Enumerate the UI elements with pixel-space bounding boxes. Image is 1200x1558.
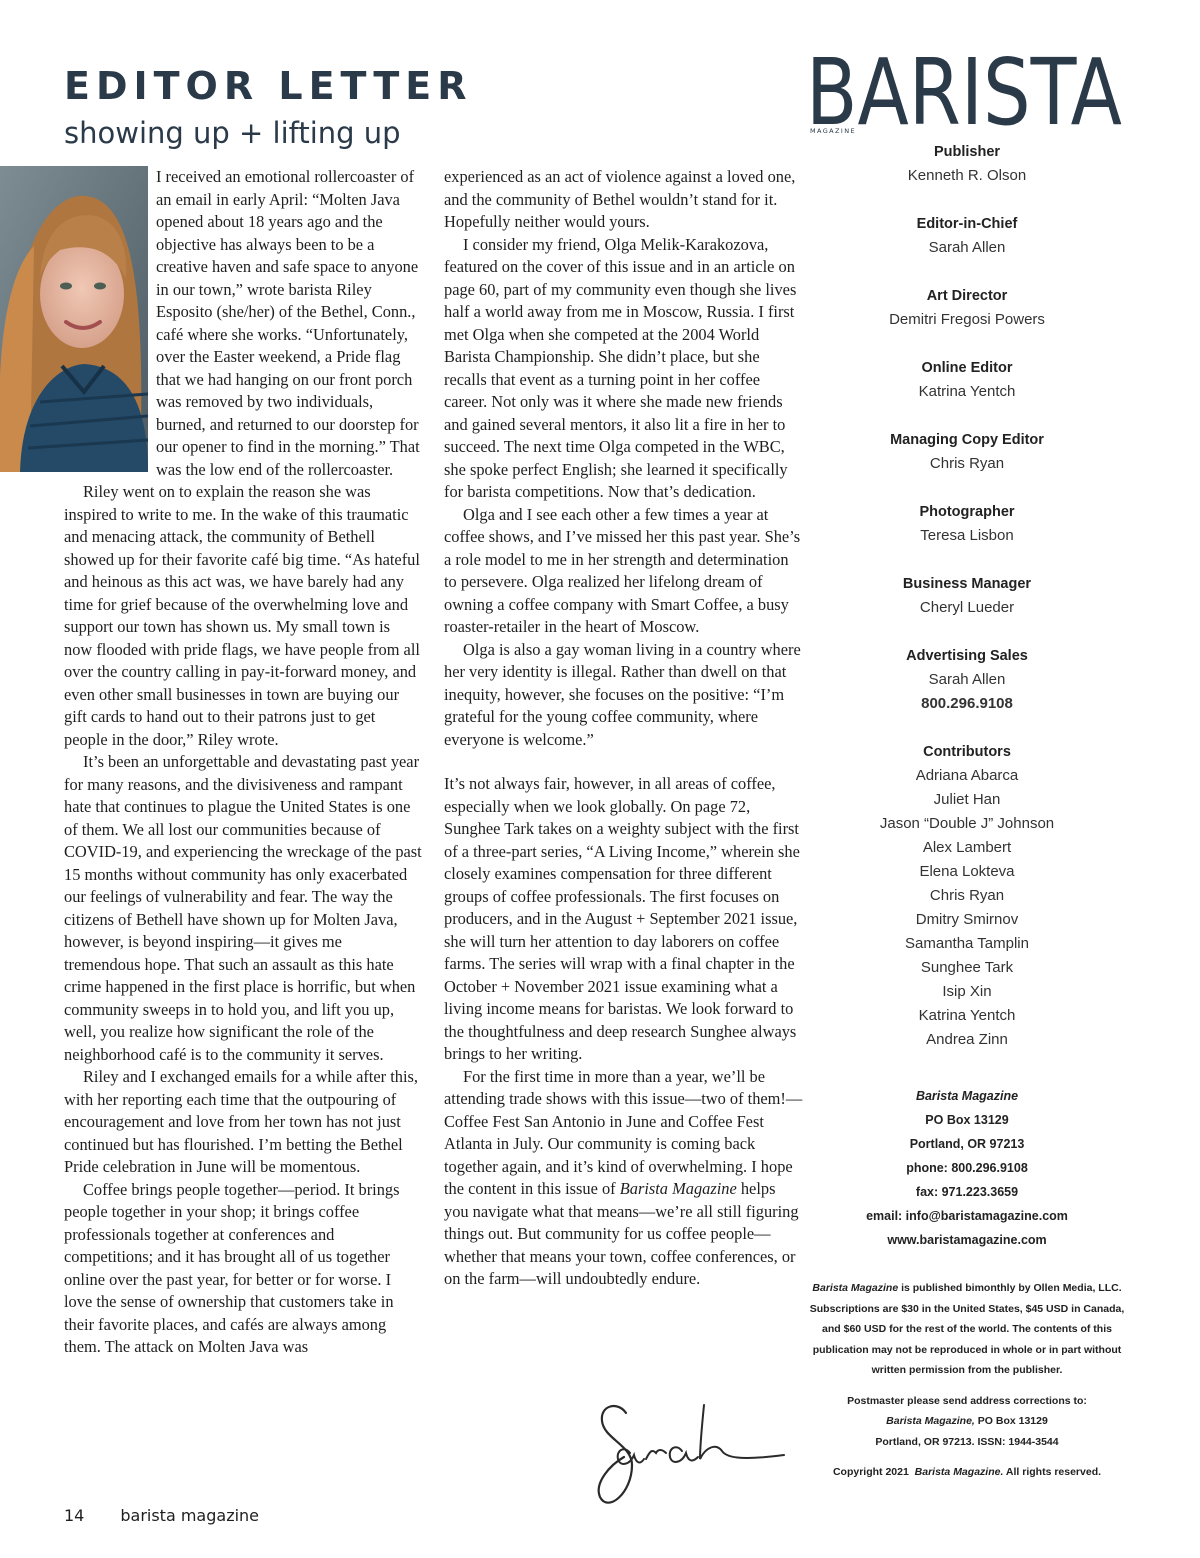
masthead-role: Art Director [926,288,1008,304]
editor-signature [588,1395,798,1520]
masthead-name: Chris Ryan [929,887,1005,904]
article-paragraph: experienced as an act of violence against a loved one, and the community of Bethel wouldn’t stand for it. Hopefully neither would yours. [444,167,796,231]
masthead-role: Business Manager [902,576,1032,592]
contact-name: Barista Magazine [915,1089,1019,1103]
contact-po: PO Box 13129 [925,1113,1009,1127]
masthead-role: Editor-in-Chief [916,216,1018,232]
article-subtitle: showing up + lifting up [64,116,401,150]
article-paragraph: I consider my friend, Olga Melik-Karakozova, featured on the cover of this issue and in an article on page 60, part of my community even though she lives half a world away from me in Moscow, Russia. I first met Olga when she competed at the 2004 World Barista Championship. She didn’t place, but she recalls that event as a turning point in her coffee career. Not only was it where she made new friends and gained several mentors, it also lit a fire in her to succeed. The next time Olga competed in the WBC, she spoke perfect English; she learned it specifically for barista competitions. Now that’s dedication. [444,234,797,501]
logo-wordmark: BARISTA [806,44,1123,136]
author-photo [0,166,148,472]
masthead-role: Advertising Sales [906,648,1028,664]
contact-email: email: info@baristamagazine.com [866,1209,1068,1223]
article-column-1 [64,166,422,1359]
publication-name: barista magazine [120,1506,260,1525]
masthead-name: Elena Lokteva [919,863,1015,880]
masthead-name: Sarah Allen [928,239,1006,256]
masthead-name: Andrea Zinn [926,1031,1008,1048]
article-paragraph: Olga and I see each other a few times a year at coffee shows, and I’ve missed her this past year. She’s a role model to me in her strength and determination to persevere. Olga realized her lifelong dream of owning a coffee company with Smart Coffee, a busy roaster-retailer in the heart of Moscow. [444,504,801,636]
article-paragraph: It’s been an unforgettable and devastating past year for many reasons, and the divisiveness and rampant hate that continues to plague the United States is one of them. We all lost our communities because of COVID-19, and experiencing the wreckage of the past 15 months without community has only exacerbated our feelings of vulnerability and fear. The way the citizens of Bethell have shown up for Molten Java, however, is beyond inspiring—it gives me tremendous hope. That such an assault as this hate crime happened in the first place is horrific, but when community sweeps in to hold you, and lift you up, well, you realize how significant the role of the neighborhood café is to the community it serves. [64,752,422,1064]
barista-logo [806,44,1126,136]
masthead-phone: 800.296.9108 [921,695,1013,712]
contact-fax: fax: 971.223.3659 [915,1185,1019,1199]
masthead-block [816,356,1118,404]
masthead-block [816,428,1118,476]
masthead-name: Dmitry Smirnov [915,911,1019,928]
masthead-block [816,212,1118,260]
masthead-block [816,284,1118,332]
masthead-name: Katrina Yentch [918,1007,1016,1024]
masthead-name: Chris Ryan [929,455,1005,472]
masthead-block [816,740,1118,1052]
masthead-name: Alex Lambert [922,839,1012,856]
article-paragraph: Olga is also a gay woman living in a country where her very identity is illegal. Rather than dwell on that inequity, however, she focuses on the positive: “I’m grateful for the young coffee community, where everyone is welcome.” [444,639,801,749]
masthead-name: Cheryl Lueder [919,599,1015,616]
masthead-name: Juliet Han [933,791,1001,808]
contact-phone: phone: 800.296.9108 [906,1161,1028,1175]
masthead-role: Photographer [919,504,1015,520]
article-paragraph: Riley went on to explain the reason she was inspired to write to me. In the wake of this traumatic and menacing attack, the community of Bethell showed up for their favorite café big time. “As hateful and heinous as this act was, we have barely had any time for grief because of the overwhelming love and support our town has shown us. My small town is now flooded with pride flags, we have people from all over the country calling in pay-it-forward money, and even other small businesses in town are buying our gift cards to hand out to their patrons just to get people in the door,” Riley wrote. [64,482,420,749]
masthead-name: Demitri Fregosi Powers [889,311,1045,328]
logo-tag: MAGAZINE [810,127,856,135]
masthead-role: Managing Copy Editor [890,432,1044,448]
masthead-name: Isip Xin [942,983,992,1000]
masthead-name: Katrina Yentch [918,383,1016,400]
masthead-name: Sunghee Tark [920,959,1014,976]
masthead-name: Jason “Double J” Johnson [879,815,1055,832]
copyright-notice: Copyright 2021 Barista Magazine. All rights reserved. [832,1466,1102,1478]
masthead-name: Kenneth R. Olson [907,167,1027,184]
page-footer [64,1506,259,1525]
masthead-name: Adriana Abarca [915,767,1019,784]
article-paragraph: For the first time in more than a year, we’ll be attending trade shows with this issue—two of them!— Coffee Fest San Antonio in June and Coffee Fest Atlanta in July. Our community is coming back together again, and it’s kind of overwhelming. I hope the content in this issue of Barista Magazine helps you navigate what that means—we’re all still figuring things out. But community for us coffee people—whether that means your town, coffee conferences, or on the farm—will undoubtedly endure. [444,1066,803,1288]
masthead-block [816,644,1118,716]
masthead-block [816,500,1118,548]
article-paragraph: Riley and I exchanged emails for a while after this, with her reporting each time that the outpouring of encouragement and love from her town has not just continued but has flourished. I’m betting the Bethel Pride celebration in June will be momentous. [64,1067,418,1176]
contact-city: Portland, OR 97213 [909,1137,1025,1151]
masthead [816,140,1118,1076]
masthead-block [816,572,1118,620]
masthead-role: Online Editor [921,360,1013,376]
postmaster-notice: Postmaster please send address corrections to: Barista Magazine, PO Box 13129 Portland, OR 97213. ISSN: 1944-3544 [847,1394,1087,1448]
masthead-name: Sarah Allen [928,671,1006,688]
article-intro: I received an emotional rollercoaster of an email in early April: “Molten Java opened about 18 years ago and the objective has always been to be a creative haven and safe space to anyone in our town,” wrote barista Riley Esposito (she/her) of the Bethel, Conn., café where she works. “Unfortunately, over the Easter weekend, a Pride flag that we had hanging on our front porch was removed by two individuals, burned, and returned to our doorstep for our opener to find in the morning.” That was the low end of the rollercoaster. [64,166,422,481]
contact-website: www.baristamagazine.com [887,1233,1047,1247]
legal-block [806,1278,1128,1483]
magazine-name: Barista Magazine [619,1179,737,1198]
masthead-block [816,140,1118,188]
article-column-2 [444,166,804,1291]
contact-block [816,1084,1118,1252]
masthead-role: Contributors [923,744,1011,760]
masthead-name: Samantha Tamplin [905,935,1029,952]
section-kicker: EDITOR LETTER [64,64,473,108]
masthead-role: Publisher [933,144,1001,160]
publication-notice: Barista Magazine is published bimonthly by Ollen Media, LLC. Subscriptions are $30 in the United States, $45 USD in Canada, and $60 USD for the rest of the world. The contents of this publication may not be reproduced in whole or in part without written permission from the publisher. [809,1282,1125,1376]
page-number: 14 [64,1506,85,1525]
article-paragraph: It’s not always fair, however, in all areas of coffee, especially when we look globally. On page 72, Sunghee Tark takes on a weighty subject with the first of a three-part series, “A Living Income,” wherein she closely examines compensation for three different groups of coffee professionals. The first focuses on producers, and in the August + September 2021 issue, she will turn her attention to day laborers on coffee farms. The series will wrap with a final chapter in the October + November 2021 issue examining what a living income means for baristas. We look forward to the thoughtfulness and deep research Sunghee always brings to her writing. [444,774,800,1063]
masthead-name: Teresa Lisbon [920,527,1014,544]
article-paragraph: Coffee brings people together—period. It brings people together in your shop; it brings coffee professionals together at conferences and competitions; and it has brought all of us together online over the past year, for better or for worse. I love the sense of ownership that customers take in their favorite places, and cafés are always among them. The attack on Molten Java was [64,1179,400,1356]
